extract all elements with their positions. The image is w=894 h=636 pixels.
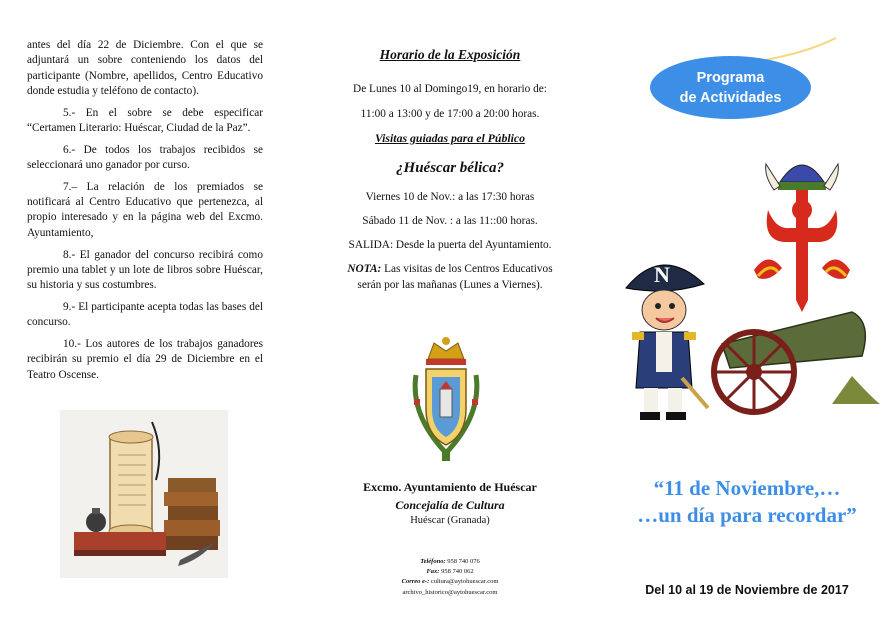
contact-phone bbox=[300, 557, 600, 567]
program-oval bbox=[650, 56, 811, 119]
town-location: Huéscar (Granada) bbox=[410, 515, 490, 526]
hat-letter: N bbox=[654, 262, 670, 287]
exhibition-schedule-title: Horario de la Exposición bbox=[379, 47, 521, 62]
napoleon-and-cannon-illustration bbox=[622, 248, 884, 426]
rule-paragraph: 8.- El ganador del concurso recibirá como premio una tablet y un lote de libros sobre Huéscar, su historia y sus costumbres. bbox=[27, 248, 263, 292]
culture-department: Concejalía de Cultura bbox=[395, 498, 505, 512]
guided-visits-title: Visitas guiadas para el Público bbox=[374, 131, 526, 145]
event-title: ¿Huéscar bélica? bbox=[396, 160, 504, 176]
event-friday: Viernes 10 de Nov.: a las 17:30 horas bbox=[365, 191, 535, 203]
event-saturday: Sábado 11 de Nov. : a las 11::00 horas. bbox=[362, 215, 538, 227]
rule-paragraph: 10.- Los autores de los trabajos ganadores recibirán su premio el día 29 de Diciembre en el Teatro Oscense. bbox=[27, 338, 263, 381]
note-text: Las visitas de los Centros Educativos bbox=[381, 263, 553, 275]
right-panel bbox=[600, 0, 894, 636]
note-text-line2: serán por las mañanas (Lunes a Viernes). bbox=[357, 279, 543, 291]
middle-panel bbox=[300, 0, 600, 636]
quote-line-2: …un día para recordar” bbox=[637, 503, 857, 527]
schedule-dates: De Lunes 10 al Domingo19, en horario de: bbox=[353, 83, 547, 95]
contact-label: Correo e-: bbox=[401, 578, 430, 585]
quote-line-1: “11 de Noviembre,… bbox=[653, 476, 841, 500]
event-dates: Del 10 al 19 de Noviembre de 2017 bbox=[645, 583, 849, 597]
left-panel bbox=[0, 0, 300, 636]
books-and-scroll-illustration bbox=[60, 410, 228, 578]
oval-line-1: Programa bbox=[696, 69, 765, 86]
town-hall-name: Excmo. Ayuntamiento de Huéscar bbox=[363, 480, 537, 494]
contact-value: cultura@aytohuescar.com bbox=[429, 578, 499, 585]
contest-rules bbox=[27, 38, 263, 389]
event-departure: SALIDA: Desde la puerta del Ayuntamiento. bbox=[348, 239, 552, 251]
contact-archive-email bbox=[300, 588, 600, 598]
rule-paragraph: 6.- De todos los trabajos recibidos se seleccionará uno ganador por curso. bbox=[27, 143, 263, 172]
schedule-hours: 11:00 a 13:00 y de 17:00 a 20:00 horas. bbox=[360, 108, 540, 120]
rule-paragraph: 7.– La relación de los premiados se notificará al Centro Educativo que pertenezca, al propio interesado y en la página web del Excmo. Ayuntamiento, bbox=[27, 180, 263, 239]
contact-email bbox=[300, 577, 600, 587]
rule-paragraph: 5.- En el sobre se debe especificar “Certamen Literario: Huéscar, Ciudad de la Paz”. bbox=[27, 106, 263, 134]
note-label: NOTA: bbox=[347, 263, 382, 275]
town-coat-of-arms bbox=[406, 335, 486, 463]
contact-value: 958 740 076 bbox=[445, 558, 480, 565]
note bbox=[300, 263, 600, 275]
rule-paragraph: 9.- El participante acepta todas las bases del concurso. bbox=[27, 300, 263, 329]
contact-label: Fax: bbox=[426, 568, 440, 575]
contact-value: 958 740 062 bbox=[439, 568, 474, 575]
contact-fax bbox=[300, 567, 600, 577]
contact-value: archivo_historico@aytohuescar.com bbox=[402, 589, 498, 596]
rule-paragraph: antes del día 22 de Diciembre. Con el que se adjuntará un sobre conteniendo los datos del participante (Nombre, apellidos, Centro Educativo donde estudia y teléfono de contacto). bbox=[27, 39, 263, 97]
contact-label: Teléfono: bbox=[420, 558, 446, 565]
oval-line-2: de Actividades bbox=[679, 89, 782, 106]
